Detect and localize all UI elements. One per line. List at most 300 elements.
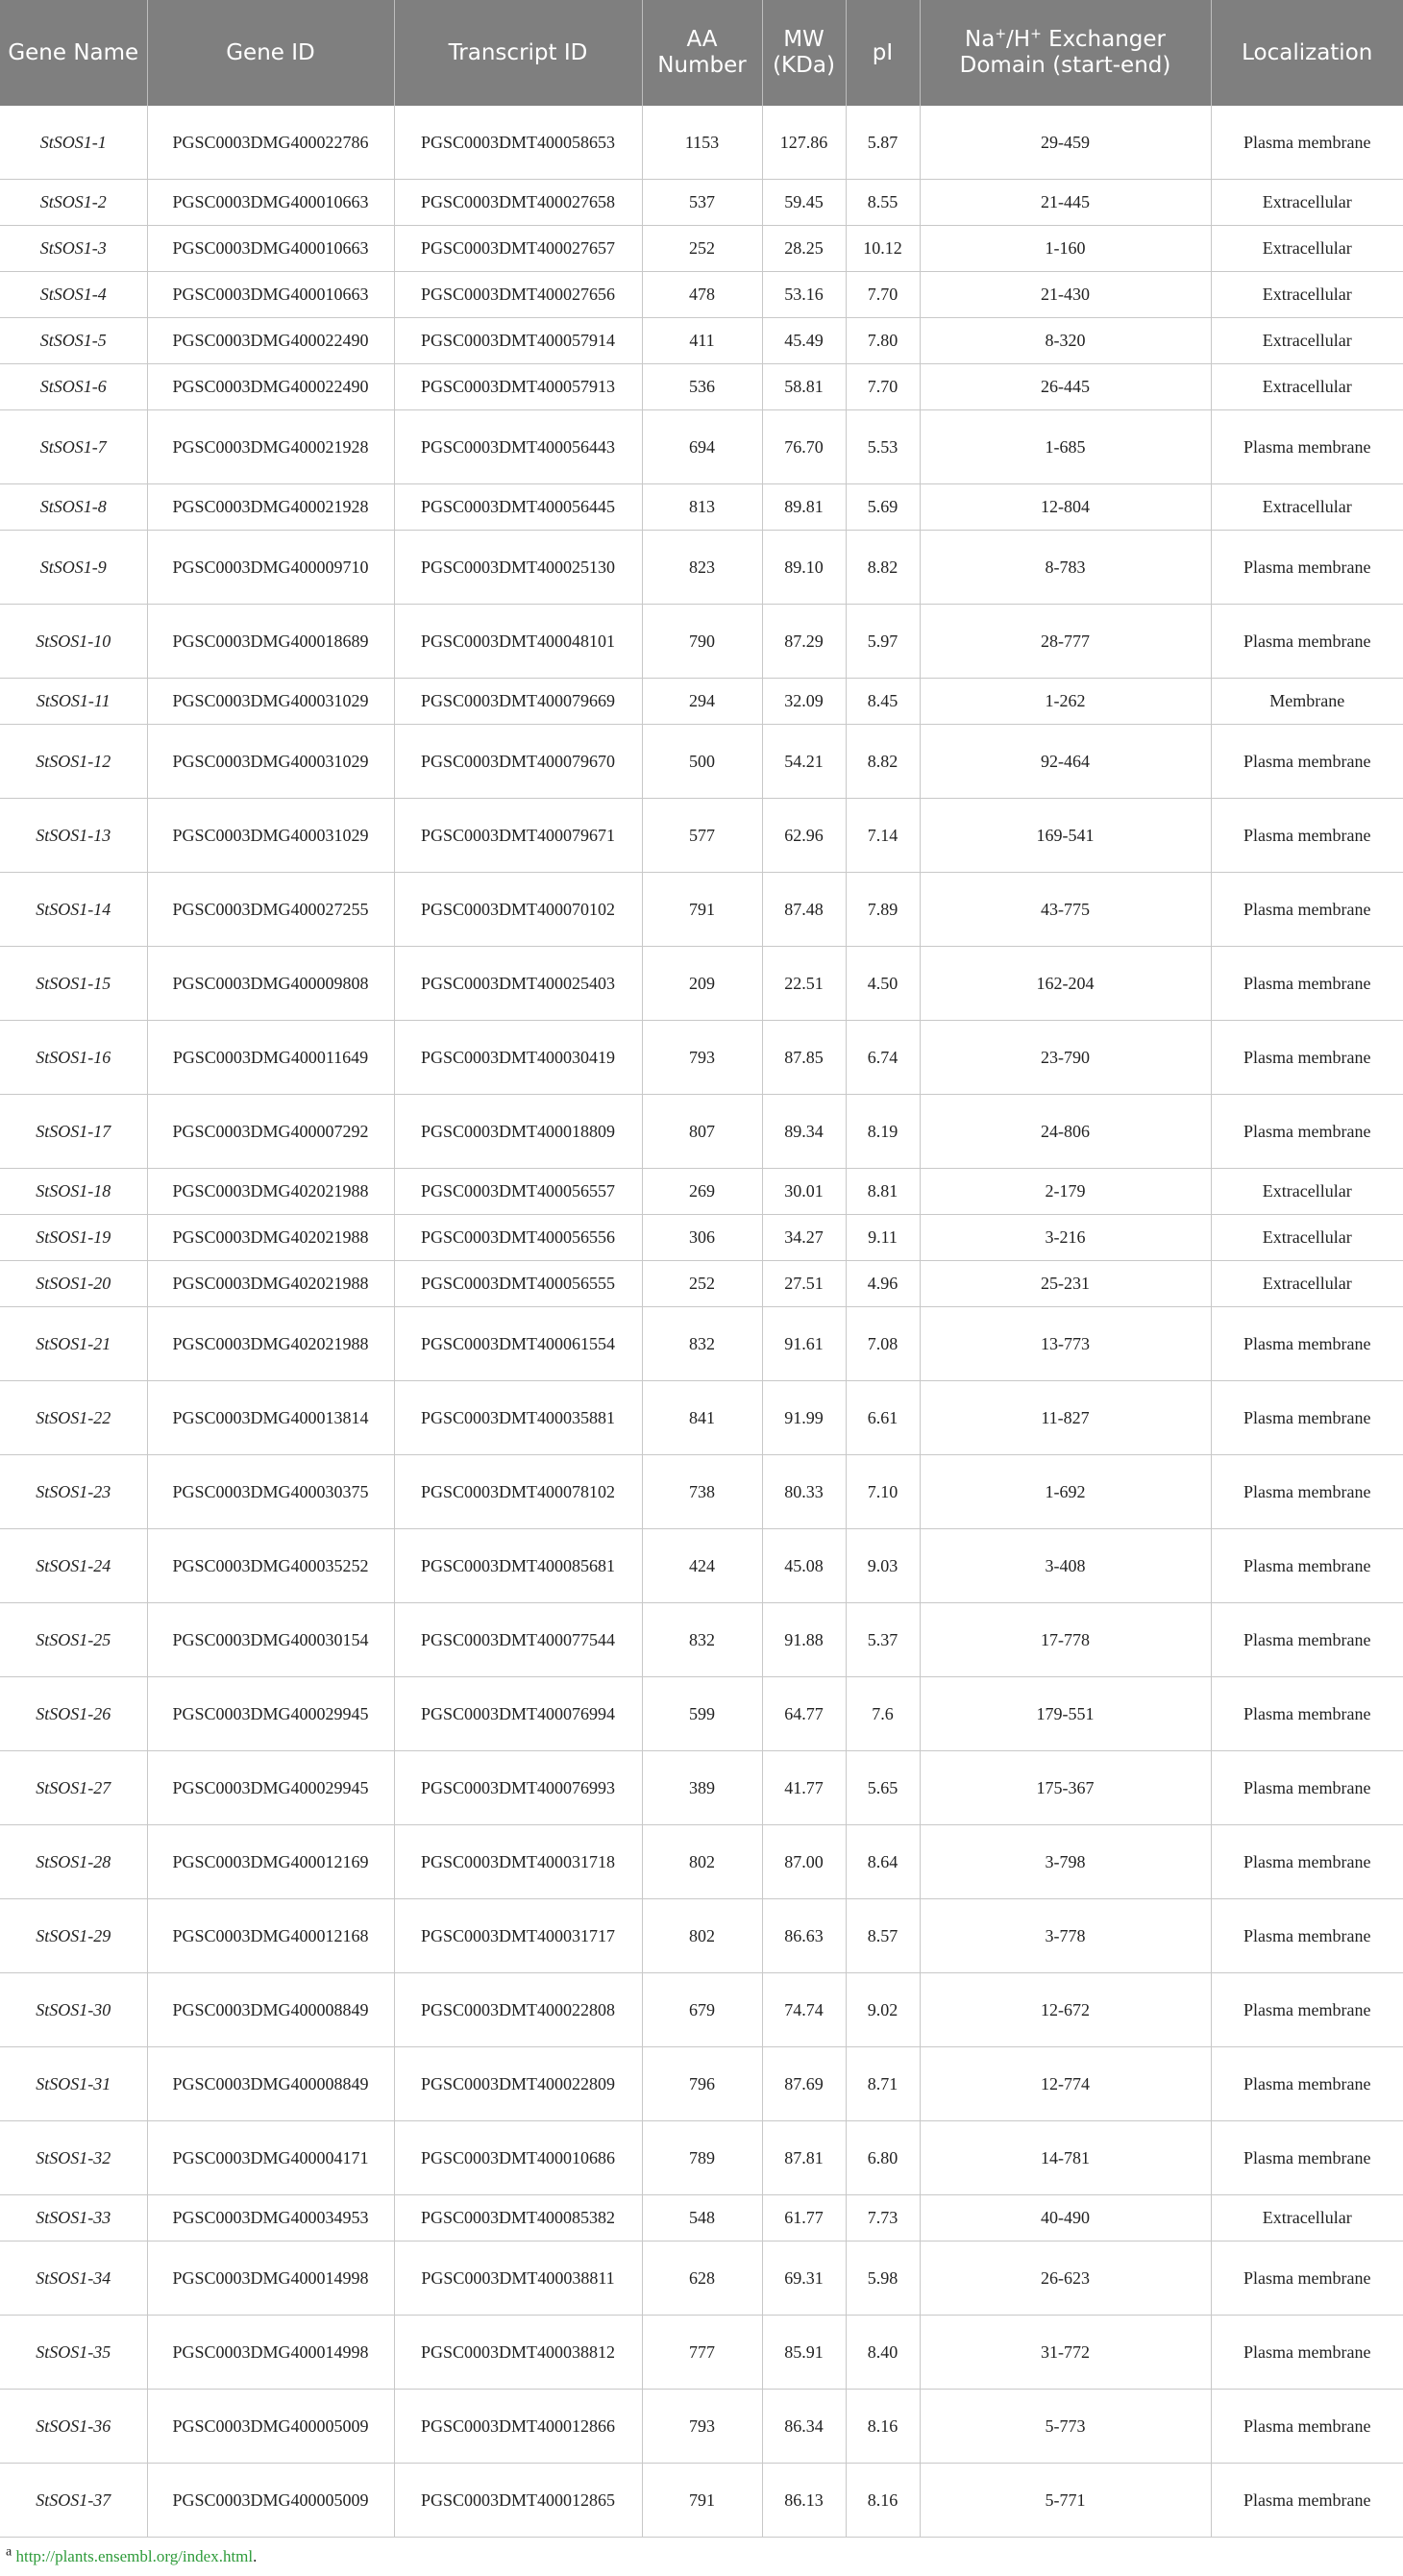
cell-mw: 45.49	[762, 317, 846, 363]
cell-gene-id: PGSC0003DMG400029945	[147, 1750, 394, 1824]
cell-transcript-id: PGSC0003DMT400070102	[394, 872, 642, 946]
table-row	[0, 678, 1403, 724]
table-row	[0, 604, 1403, 678]
footnote-link[interactable]: http://plants.ensembl.org/index.html	[15, 2546, 254, 2565]
cell-domain: 169-541	[920, 798, 1211, 872]
cell-gene-name: StSOS1-15	[0, 946, 147, 1020]
cell-pi: 8.57	[846, 1898, 920, 1972]
cell-transcript-id: PGSC0003DMT400079671	[394, 798, 642, 872]
table-row	[0, 872, 1403, 946]
cell-aa-number: 791	[642, 872, 762, 946]
cell-localization: Extracellular	[1211, 363, 1403, 409]
cell-transcript-id: PGSC0003DMT400012865	[394, 2463, 642, 2537]
cell-gene-id: PGSC0003DMG400034953	[147, 2194, 394, 2241]
table-row	[0, 1380, 1403, 1454]
cell-aa-number: 599	[642, 1676, 762, 1750]
table-row	[0, 483, 1403, 530]
cell-pi: 8.16	[846, 2389, 920, 2463]
cell-domain: 5-771	[920, 2463, 1211, 2537]
cell-transcript-id: PGSC0003DMT400027658	[394, 179, 642, 225]
cell-mw: 62.96	[762, 798, 846, 872]
cell-gene-name: StSOS1-30	[0, 1972, 147, 2046]
cell-gene-id: PGSC0003DMG400012169	[147, 1824, 394, 1898]
cell-transcript-id: PGSC0003DMT400056557	[394, 1168, 642, 1214]
cell-gene-id: PGSC0003DMG400005009	[147, 2389, 394, 2463]
cell-gene-name: StSOS1-36	[0, 2389, 147, 2463]
cell-domain: 3-216	[920, 1214, 1211, 1260]
cell-localization: Plasma membrane	[1211, 604, 1403, 678]
cell-pi: 10.12	[846, 225, 920, 271]
cell-gene-id: PGSC0003DMG400031029	[147, 678, 394, 724]
header-pi: pI	[846, 0, 920, 106]
cell-aa-number: 823	[642, 530, 762, 604]
cell-transcript-id: PGSC0003DMT400025403	[394, 946, 642, 1020]
table-body	[0, 106, 1403, 2537]
cell-pi: 9.02	[846, 1972, 920, 2046]
cell-pi: 8.16	[846, 2463, 920, 2537]
cell-pi: 5.37	[846, 1602, 920, 1676]
cell-mw: 87.81	[762, 2120, 846, 2194]
cell-domain: 25-231	[920, 1260, 1211, 1306]
cell-mw: 85.91	[762, 2315, 846, 2389]
cell-gene-name: StSOS1-28	[0, 1824, 147, 1898]
cell-pi: 8.81	[846, 1168, 920, 1214]
table-row	[0, 2046, 1403, 2120]
cell-gene-id: PGSC0003DMG400031029	[147, 798, 394, 872]
table-row	[0, 363, 1403, 409]
cell-localization: Extracellular	[1211, 2194, 1403, 2241]
cell-transcript-id: PGSC0003DMT400077544	[394, 1602, 642, 1676]
cell-localization: Plasma membrane	[1211, 724, 1403, 798]
cell-localization: Extracellular	[1211, 271, 1403, 317]
cell-domain: 12-672	[920, 1972, 1211, 2046]
cell-domain: 29-459	[920, 106, 1211, 179]
cell-gene-name: StSOS1-13	[0, 798, 147, 872]
footnote-marker: a	[6, 2543, 12, 2559]
cell-domain: 12-774	[920, 2046, 1211, 2120]
table-row	[0, 2120, 1403, 2194]
cell-gene-name: StSOS1-16	[0, 1020, 147, 1094]
cell-aa-number: 294	[642, 678, 762, 724]
cell-transcript-id: PGSC0003DMT400056556	[394, 1214, 642, 1260]
cell-domain: 1-262	[920, 678, 1211, 724]
cell-gene-id: PGSC0003DMG400022490	[147, 317, 394, 363]
table-row	[0, 1168, 1403, 1214]
cell-gene-id: PGSC0003DMG402021988	[147, 1306, 394, 1380]
cell-transcript-id: PGSC0003DMT400012866	[394, 2389, 642, 2463]
cell-mw: 87.69	[762, 2046, 846, 2120]
cell-aa-number: 252	[642, 1260, 762, 1306]
header-gene-id: Gene ID	[147, 0, 394, 106]
cell-localization: Plasma membrane	[1211, 1306, 1403, 1380]
table-row	[0, 2389, 1403, 2463]
cell-pi: 7.73	[846, 2194, 920, 2241]
cell-aa-number: 1153	[642, 106, 762, 179]
cell-mw: 27.51	[762, 1260, 846, 1306]
cell-domain: 13-773	[920, 1306, 1211, 1380]
header-row	[0, 0, 1403, 106]
cell-mw: 54.21	[762, 724, 846, 798]
cell-aa-number: 536	[642, 363, 762, 409]
table-row	[0, 1528, 1403, 1602]
cell-domain: 26-623	[920, 2241, 1211, 2315]
cell-pi: 7.08	[846, 1306, 920, 1380]
cell-domain: 23-790	[920, 1020, 1211, 1094]
cell-domain: 40-490	[920, 2194, 1211, 2241]
cell-gene-name: StSOS1-17	[0, 1094, 147, 1168]
cell-transcript-id: PGSC0003DMT400010686	[394, 2120, 642, 2194]
cell-mw: 89.34	[762, 1094, 846, 1168]
cell-pi: 8.82	[846, 724, 920, 798]
cell-gene-name: StSOS1-7	[0, 409, 147, 483]
table-row	[0, 1972, 1403, 2046]
cell-pi: 9.03	[846, 1528, 920, 1602]
cell-domain: 1-692	[920, 1454, 1211, 1528]
cell-transcript-id: PGSC0003DMT400018809	[394, 1094, 642, 1168]
cell-gene-name: StSOS1-20	[0, 1260, 147, 1306]
cell-localization: Plasma membrane	[1211, 2241, 1403, 2315]
cell-localization: Plasma membrane	[1211, 1528, 1403, 1602]
cell-gene-id: PGSC0003DMG402021988	[147, 1214, 394, 1260]
cell-transcript-id: PGSC0003DMT400079669	[394, 678, 642, 724]
table-row	[0, 724, 1403, 798]
cell-aa-number: 269	[642, 1168, 762, 1214]
cell-aa-number: 694	[642, 409, 762, 483]
cell-aa-number: 796	[642, 2046, 762, 2120]
cell-localization: Plasma membrane	[1211, 1094, 1403, 1168]
cell-mw: 76.70	[762, 409, 846, 483]
cell-pi: 7.10	[846, 1454, 920, 1528]
cell-gene-id: PGSC0003DMG402021988	[147, 1260, 394, 1306]
table-row	[0, 1824, 1403, 1898]
cell-gene-id: PGSC0003DMG400004171	[147, 2120, 394, 2194]
cell-pi: 5.97	[846, 604, 920, 678]
cell-transcript-id: PGSC0003DMT400058653	[394, 106, 642, 179]
cell-mw: 59.45	[762, 179, 846, 225]
cell-aa-number: 628	[642, 2241, 762, 2315]
cell-mw: 80.33	[762, 1454, 846, 1528]
cell-aa-number: 790	[642, 604, 762, 678]
cell-transcript-id: PGSC0003DMT400022809	[394, 2046, 642, 2120]
cell-mw: 58.81	[762, 363, 846, 409]
cell-pi: 8.40	[846, 2315, 920, 2389]
table-row	[0, 179, 1403, 225]
cell-mw: 86.13	[762, 2463, 846, 2537]
cell-gene-id: PGSC0003DMG400014998	[147, 2315, 394, 2389]
cell-gene-id: PGSC0003DMG400031029	[147, 724, 394, 798]
cell-localization: Membrane	[1211, 678, 1403, 724]
cell-domain: 8-320	[920, 317, 1211, 363]
cell-aa-number: 537	[642, 179, 762, 225]
cell-transcript-id: PGSC0003DMT400022808	[394, 1972, 642, 2046]
cell-aa-number: 424	[642, 1528, 762, 1602]
header-gene-name: Gene Name	[0, 0, 147, 106]
cell-gene-id: PGSC0003DMG400009808	[147, 946, 394, 1020]
header-aa-number: AA Number	[642, 0, 762, 106]
cell-gene-id: PGSC0003DMG400030154	[147, 1602, 394, 1676]
cell-domain: 31-772	[920, 2315, 1211, 2389]
cell-pi: 5.65	[846, 1750, 920, 1824]
table-row	[0, 2194, 1403, 2241]
cell-localization: Plasma membrane	[1211, 2120, 1403, 2194]
cell-mw: 64.77	[762, 1676, 846, 1750]
cell-pi: 8.55	[846, 179, 920, 225]
cell-mw: 53.16	[762, 271, 846, 317]
cell-localization: Plasma membrane	[1211, 1824, 1403, 1898]
cell-aa-number: 832	[642, 1306, 762, 1380]
cell-pi: 5.98	[846, 2241, 920, 2315]
cell-pi: 8.82	[846, 530, 920, 604]
cell-mw: 30.01	[762, 1168, 846, 1214]
table-row	[0, 1454, 1403, 1528]
cell-gene-name: StSOS1-11	[0, 678, 147, 724]
cell-localization: Plasma membrane	[1211, 1676, 1403, 1750]
cell-mw: 87.48	[762, 872, 846, 946]
cell-gene-name: StSOS1-2	[0, 179, 147, 225]
table-row	[0, 106, 1403, 179]
cell-gene-id: PGSC0003DMG400010663	[147, 225, 394, 271]
cell-domain: 43-775	[920, 872, 1211, 946]
cell-gene-name: StSOS1-23	[0, 1454, 147, 1528]
cell-localization: Plasma membrane	[1211, 1602, 1403, 1676]
cell-domain: 5-773	[920, 2389, 1211, 2463]
cell-domain: 3-778	[920, 1898, 1211, 1972]
cell-gene-id: PGSC0003DMG400008849	[147, 1972, 394, 2046]
table-row	[0, 946, 1403, 1020]
cell-gene-id: PGSC0003DMG400011649	[147, 1020, 394, 1094]
cell-localization: Extracellular	[1211, 225, 1403, 271]
cell-localization: Plasma membrane	[1211, 946, 1403, 1020]
cell-localization: Plasma membrane	[1211, 798, 1403, 872]
header-domain-plus1: +	[995, 26, 1007, 42]
cell-transcript-id: PGSC0003DMT400025130	[394, 530, 642, 604]
cell-aa-number: 777	[642, 2315, 762, 2389]
cell-mw: 91.99	[762, 1380, 846, 1454]
cell-gene-name: StSOS1-29	[0, 1898, 147, 1972]
cell-gene-name: StSOS1-21	[0, 1306, 147, 1380]
cell-mw: 86.34	[762, 2389, 846, 2463]
table-row	[0, 798, 1403, 872]
cell-gene-name: StSOS1-27	[0, 1750, 147, 1824]
table-row	[0, 2241, 1403, 2315]
cell-gene-name: StSOS1-19	[0, 1214, 147, 1260]
cell-transcript-id: PGSC0003DMT400079670	[394, 724, 642, 798]
cell-localization: Extracellular	[1211, 483, 1403, 530]
cell-gene-id: PGSC0003DMG400021928	[147, 409, 394, 483]
cell-gene-name: StSOS1-12	[0, 724, 147, 798]
cell-mw: 127.86	[762, 106, 846, 179]
cell-pi: 7.70	[846, 363, 920, 409]
cell-gene-name: StSOS1-9	[0, 530, 147, 604]
cell-pi: 7.89	[846, 872, 920, 946]
cell-mw: 91.88	[762, 1602, 846, 1676]
cell-aa-number: 813	[642, 483, 762, 530]
cell-aa-number: 802	[642, 1898, 762, 1972]
table-row	[0, 225, 1403, 271]
cell-localization: Plasma membrane	[1211, 1898, 1403, 1972]
table-row	[0, 530, 1403, 604]
cell-domain: 162-204	[920, 946, 1211, 1020]
cell-pi: 8.19	[846, 1094, 920, 1168]
cell-aa-number: 389	[642, 1750, 762, 1824]
cell-localization: Extracellular	[1211, 317, 1403, 363]
cell-mw: 45.08	[762, 1528, 846, 1602]
cell-gene-name: StSOS1-18	[0, 1168, 147, 1214]
table-row	[0, 2315, 1403, 2389]
cell-mw: 22.51	[762, 946, 846, 1020]
footnote-suffix: .	[253, 2546, 258, 2565]
cell-aa-number: 832	[642, 1602, 762, 1676]
cell-aa-number: 548	[642, 2194, 762, 2241]
cell-aa-number: 577	[642, 798, 762, 872]
cell-transcript-id: PGSC0003DMT400085382	[394, 2194, 642, 2241]
cell-aa-number: 807	[642, 1094, 762, 1168]
cell-transcript-id: PGSC0003DMT400076993	[394, 1750, 642, 1824]
cell-domain: 14-781	[920, 2120, 1211, 2194]
cell-transcript-id: PGSC0003DMT400030419	[394, 1020, 642, 1094]
cell-gene-id: PGSC0003DMG400022490	[147, 363, 394, 409]
cell-domain: 11-827	[920, 1380, 1211, 1454]
cell-domain: 26-445	[920, 363, 1211, 409]
cell-gene-name: StSOS1-24	[0, 1528, 147, 1602]
cell-domain: 17-778	[920, 1602, 1211, 1676]
cell-pi: 6.80	[846, 2120, 920, 2194]
cell-pi: 8.64	[846, 1824, 920, 1898]
cell-domain: 12-804	[920, 483, 1211, 530]
header-localization: Localization	[1211, 0, 1403, 106]
header-domain-plus2: +	[1030, 26, 1042, 42]
cell-aa-number: 793	[642, 2389, 762, 2463]
table-row	[0, 1676, 1403, 1750]
cell-mw: 41.77	[762, 1750, 846, 1824]
header-domain-rest: Exchanger Domain (start-end)	[959, 27, 1171, 78]
cell-pi: 4.96	[846, 1260, 920, 1306]
cell-aa-number: 252	[642, 225, 762, 271]
table-row	[0, 1260, 1403, 1306]
cell-domain: 3-798	[920, 1824, 1211, 1898]
cell-localization: Plasma membrane	[1211, 872, 1403, 946]
cell-gene-name: StSOS1-4	[0, 271, 147, 317]
cell-mw: 89.10	[762, 530, 846, 604]
cell-transcript-id: PGSC0003DMT400038811	[394, 2241, 642, 2315]
cell-gene-id: PGSC0003DMG400005009	[147, 2463, 394, 2537]
cell-gene-name: StSOS1-10	[0, 604, 147, 678]
cell-gene-name: StSOS1-35	[0, 2315, 147, 2389]
cell-mw: 32.09	[762, 678, 846, 724]
cell-domain: 1-160	[920, 225, 1211, 271]
cell-aa-number: 802	[642, 1824, 762, 1898]
header-domain-slash-h: /H	[1006, 27, 1031, 52]
cell-mw: 61.77	[762, 2194, 846, 2241]
table-row	[0, 409, 1403, 483]
cell-gene-id: PGSC0003DMG400027255	[147, 872, 394, 946]
cell-transcript-id: PGSC0003DMT400048101	[394, 604, 642, 678]
cell-pi: 8.45	[846, 678, 920, 724]
cell-pi: 6.74	[846, 1020, 920, 1094]
cell-pi: 7.70	[846, 271, 920, 317]
table-row	[0, 1094, 1403, 1168]
cell-aa-number: 209	[642, 946, 762, 1020]
cell-localization: Plasma membrane	[1211, 106, 1403, 179]
cell-pi: 7.6	[846, 1676, 920, 1750]
cell-localization: Plasma membrane	[1211, 2389, 1403, 2463]
header-mw: MW (KDa)	[762, 0, 846, 106]
cell-domain: 21-430	[920, 271, 1211, 317]
cell-gene-id: PGSC0003DMG400010663	[147, 179, 394, 225]
table-row	[0, 317, 1403, 363]
cell-gene-name: StSOS1-33	[0, 2194, 147, 2241]
cell-transcript-id: PGSC0003DMT400057914	[394, 317, 642, 363]
table-row	[0, 1898, 1403, 1972]
cell-localization: Plasma membrane	[1211, 2315, 1403, 2389]
cell-aa-number: 791	[642, 2463, 762, 2537]
cell-gene-id: PGSC0003DMG400008849	[147, 2046, 394, 2120]
cell-gene-name: StSOS1-34	[0, 2241, 147, 2315]
cell-localization: Extracellular	[1211, 1260, 1403, 1306]
cell-mw: 28.25	[762, 225, 846, 271]
cell-gene-name: StSOS1-14	[0, 872, 147, 946]
cell-aa-number: 789	[642, 2120, 762, 2194]
cell-aa-number: 679	[642, 1972, 762, 2046]
cell-pi: 5.87	[846, 106, 920, 179]
cell-gene-name: StSOS1-26	[0, 1676, 147, 1750]
cell-domain: 24-806	[920, 1094, 1211, 1168]
table-row	[0, 1306, 1403, 1380]
cell-localization: Plasma membrane	[1211, 2046, 1403, 2120]
header-domain-na: Na	[965, 27, 996, 52]
cell-localization: Extracellular	[1211, 1168, 1403, 1214]
cell-localization: Extracellular	[1211, 179, 1403, 225]
cell-mw: 69.31	[762, 2241, 846, 2315]
cell-localization: Extracellular	[1211, 1214, 1403, 1260]
cell-localization: Plasma membrane	[1211, 1750, 1403, 1824]
cell-gene-id: PGSC0003DMG400010663	[147, 271, 394, 317]
cell-gene-name: StSOS1-22	[0, 1380, 147, 1454]
cell-mw: 87.00	[762, 1824, 846, 1898]
cell-transcript-id: PGSC0003DMT400038812	[394, 2315, 642, 2389]
cell-transcript-id: PGSC0003DMT400076994	[394, 1676, 642, 1750]
cell-pi: 4.50	[846, 946, 920, 1020]
cell-aa-number: 841	[642, 1380, 762, 1454]
cell-transcript-id: PGSC0003DMT400078102	[394, 1454, 642, 1528]
cell-mw: 87.29	[762, 604, 846, 678]
table-row	[0, 1214, 1403, 1260]
cell-gene-id: PGSC0003DMG400035252	[147, 1528, 394, 1602]
cell-transcript-id: PGSC0003DMT400035881	[394, 1380, 642, 1454]
footnote	[0, 2538, 1403, 2576]
cell-domain: 92-464	[920, 724, 1211, 798]
cell-transcript-id: PGSC0003DMT400085681	[394, 1528, 642, 1602]
cell-transcript-id: PGSC0003DMT400027656	[394, 271, 642, 317]
cell-localization: Plasma membrane	[1211, 1380, 1403, 1454]
cell-gene-id: PGSC0003DMG400009710	[147, 530, 394, 604]
cell-mw: 87.85	[762, 1020, 846, 1094]
cell-mw: 86.63	[762, 1898, 846, 1972]
cell-localization: Plasma membrane	[1211, 530, 1403, 604]
cell-mw: 91.61	[762, 1306, 846, 1380]
cell-domain: 1-685	[920, 409, 1211, 483]
cell-pi: 5.69	[846, 483, 920, 530]
cell-gene-name: StSOS1-5	[0, 317, 147, 363]
cell-transcript-id: PGSC0003DMT400056443	[394, 409, 642, 483]
cell-aa-number: 411	[642, 317, 762, 363]
cell-domain: 21-445	[920, 179, 1211, 225]
table-row	[0, 1602, 1403, 1676]
cell-gene-name: StSOS1-6	[0, 363, 147, 409]
cell-gene-name: StSOS1-25	[0, 1602, 147, 1676]
cell-domain: 175-367	[920, 1750, 1211, 1824]
table-row	[0, 1750, 1403, 1824]
